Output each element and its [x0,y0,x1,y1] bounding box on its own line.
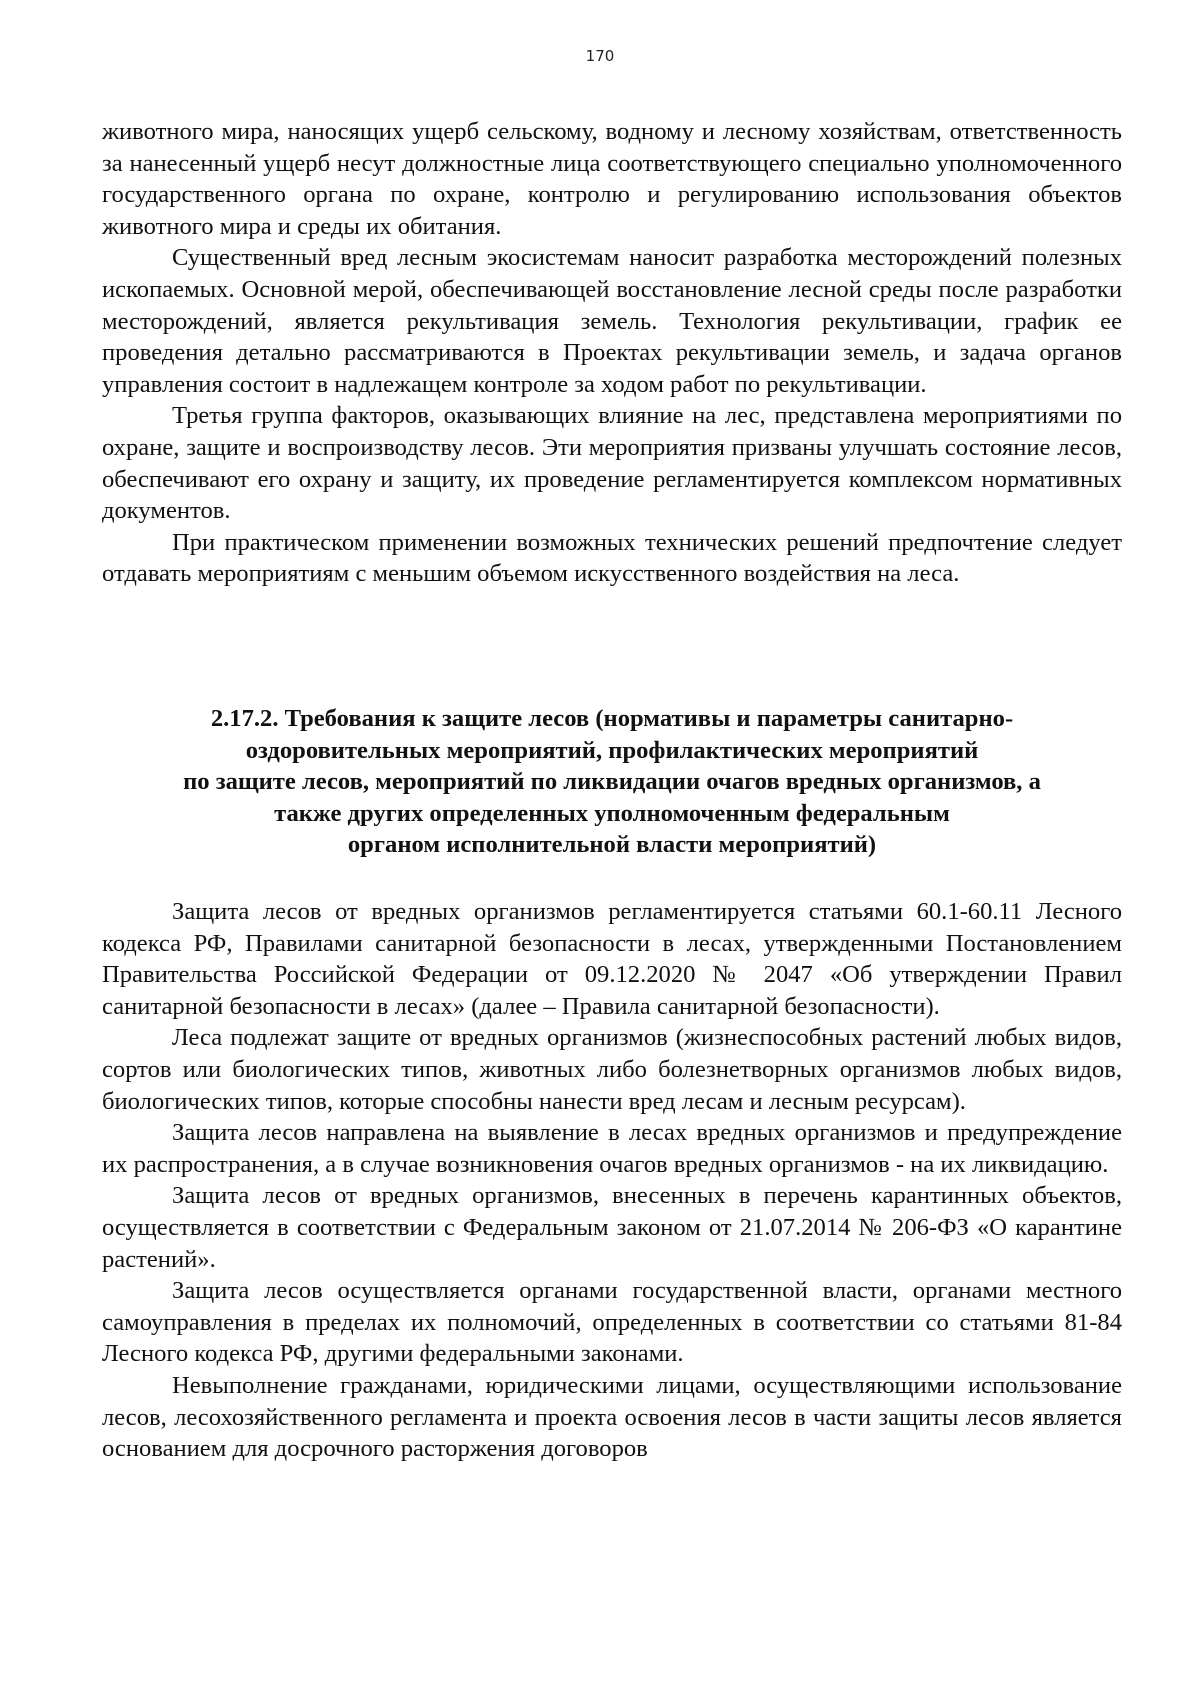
paragraph: Защита лесов от вредных организмов регламентируется статьями 60.1-60.11 Лесного кодекса РФ, Правилами санитарной безопасности в лесах, утвержденными Постановлением Правительства Российской Федерации от 09.12.2020 № 2047 «Об утверждении Правил санитарной безопасности в лесах» (далее – Правила санитарной безопасности). [102,898,1122,1020]
section-heading-line: оздоровительных мероприятий, профилактических мероприятий [245,736,979,764]
section-heading-line: по защите лесов, мероприятий по ликвидации очагов вредных организмов, а [183,768,1041,796]
section-heading-line: также других определенных уполномоченным федеральным [274,799,950,827]
section-heading-line: органом исполнительной власти мероприятий) [347,831,877,859]
text-block-top [102,116,1122,590]
text-block-bottom [102,896,1122,1465]
paragraph: Третья группа факторов, оказывающих влияние на лес, представлена мероприятиями по охране, защите и воспроизводству лесов. Эти мероприятия призваны улучшать состояние лесов, обеспечивают его охрану и защиту, их проведение регламентируется комплексом нормативных документов. [102,402,1122,525]
paragraph: Защита лесов направлена на выявление в лесах вредных организмов и предупреждение их распространения, а в случае возникновения очагов вредных организмов - на их ликвидацию. [102,1119,1122,1178]
paragraph: При практическом применении возможных технических решений предпочтение следует отдавать мероприятиям с меньшим объемом искусственного воздействия на леса. [102,528,1122,588]
section-heading-line: 2.17.2. Требования к защите лесов (нормативы и параметры санитарно- [210,705,1014,732]
paragraph: Защита лесов от вредных организмов, внесенных в перечень карантинных объектов, осуществляется в соответствии с Федеральным законом от 21.07.2014 № 206-ФЗ «О карантине растений». [102,1182,1122,1273]
section-heading [102,703,1122,861]
paragraph: Леса подлежат защите от вредных организмов (жизнеспособных растений любых видов, сортов или биологических типов, животных либо болезнетворных организмов любых видов, биологических типов, которые способны нанести вред лесам и лесным ресурсам). [102,1024,1122,1115]
paragraph: Защита лесов осуществляется органами государственной власти, органами местного самоуправления в пределах их полномочий, определенных в соответствии со статьями 81-84 Лесного кодекса РФ, другими федеральными законами. [102,1277,1122,1368]
paragraph: Невыполнение гражданами, юридическими лицами, осуществляющими использование лесов, лесохозяйственного регламента и проекта освоения лесов в части защиты лесов является основанием для досрочного расторжения договоров [102,1371,1122,1463]
paragraph: животного мира, наносящих ущерб сельскому, водному и лесному хозяйствам, ответственность за нанесенный ущерб несут должностные лица соответствующего специально уполномоченного государственного органа по охране, контролю и регулированию использования объектов животного мира и среды их обитания. [102,118,1122,240]
page-number: 170 [585,47,615,65]
paragraph: Существенный вред лесным экосистемам наносит разработка месторождений полезных ископаемых. Основной мерой, обеспечивающей восстановление лесной среды после разработки месторождений, является рекультивация земель. Технология рекультивации, график ее проведения детально рассматриваются в Проектах рекультивации земель, и задача органов управления состоит в надлежащем контроле за ходом работ по рекультивации. [102,244,1122,398]
